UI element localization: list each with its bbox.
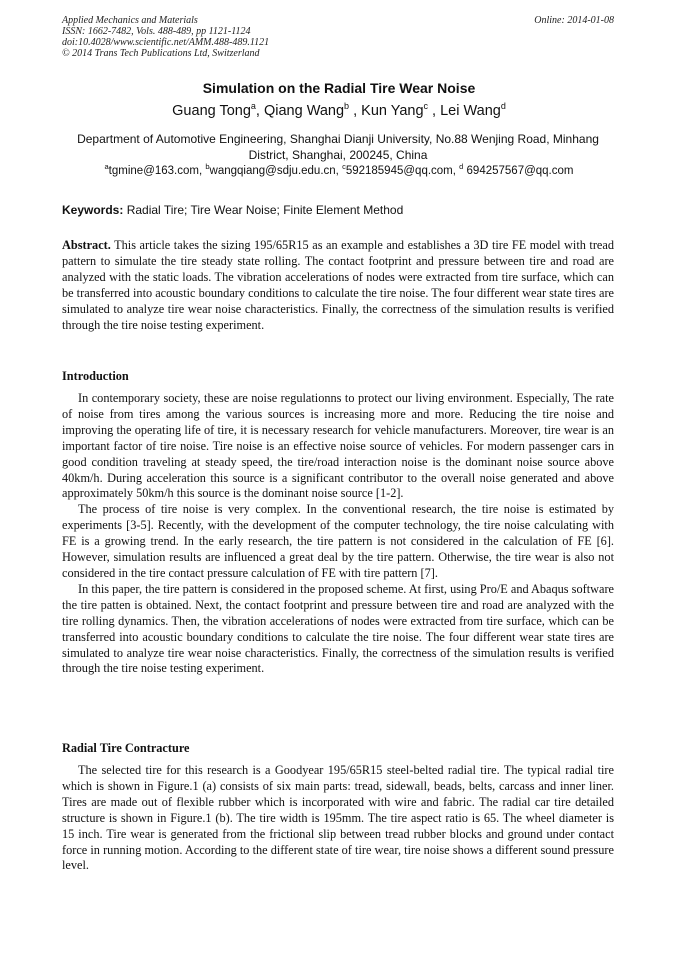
author-name: Guang Tong: [172, 103, 251, 119]
copyright-line: © 2014 Trans Tech Publications Ltd, Switzerland: [62, 48, 260, 59]
email-address: 694257567@qq.com: [463, 165, 574, 177]
author-sep: ,: [255, 103, 264, 119]
introduction-paragraph: In contemporary society, these are noise regulationns to protect our living environment. Especially, The rate of noise from tires among the various sources is increasing more and more. Reducing the tire noise and improving the operating life of tire, it is necessary research for vehicle manufacturers. Moreover, tire wear is an important factor of tire noise. Tire noise is an effective noise source of vehicles. For modern passenger cars in good condition traveling at steady speed, the tire/road interaction noise is the dominant noise source above 40km/h. During acceleration this source is a significant contributor to the overall noise generated and above approximately 50km/h this source is the dominant noise source [1-2].: [62, 391, 614, 501]
email-sup: a: [104, 162, 109, 171]
author-sep: ,: [428, 103, 437, 119]
journal-header: [62, 15, 269, 59]
introduction-paragraph: The process of tire noise is very complex. In the conventional research, the tire noise is estimated by experiments [3-5]. Recently, with the development of the computer technology, the tire noise calculating with FE is a growing trend. In the early research, the tire pattern is not considered in the calculation of FE [6]. However, simulation results are influenced a great deal by the tire pattern. Otherwise, the tire wear is also not considered in the tire contact pressure calculation of FE with tire pattern [7].: [62, 502, 614, 580]
contracture-paragraph: The selected tire for this research is a Goodyear 195/65R15 steel-belted radial tire. The typical radial tire which is shown in Figure.1 (a) consists of six main parts: tread, sidewall, beads, belts, carcass and inner liner. Tires are made out of flexible rubber which is incorporated with wire and fabric. The radial car tire detailed structure is shown in Figure.1 (b). The tire width is 195mm. The tire aspect ratio is 65. The wheel diameter is 15 inch. Tire wear is generated from the frictional slip between tread rubber blocks and ground under contact force in running motion. According to the different state of tire wear, tire noise shows a different sound pressure level.: [62, 763, 614, 873]
email-list: [0, 162, 678, 177]
contracture-heading: Radial Tire Contracture: [62, 741, 190, 755]
online-date: Online: 2014-01-08: [534, 15, 614, 26]
abstract-text: This article takes the sizing 195/65R15 as an example and establishes a 3D tire FE model with tread pattern to simulate the tire steady state rolling. The contact footprint and pressure between tire and road are analyzed with the static loads. The vibration accelerations of nodes were extracted from tire surface, which can be transferred into acoustic boundary conditions to calculate the tire noise. The four different wear state tires are simulated to analyze tire wear noise characteristics. Finally, the correctness of the simulation results is verified through the tire noise testing experiment.: [62, 238, 615, 332]
contracture-body: [62, 763, 614, 874]
abstract-section: [62, 238, 614, 333]
email-address: tgmine@163.com: [108, 165, 199, 177]
email-sup: b: [205, 162, 210, 171]
affiliation: Department of Automotive Engineering, Shanghai Dianji University, No.88 Wenjing Road, Minhang District, Shanghai, 200245, China: [77, 132, 599, 162]
author-sep: ,: [349, 103, 362, 119]
issn-line: ISSN: 1662-7482, Vols. 488-489, pp 1121-1124: [62, 26, 251, 37]
author-sup: d: [500, 101, 506, 111]
abstract-paragraph: [62, 238, 614, 333]
paper-title: Simulation on the Radial Tire Wear Noise: [202, 80, 476, 96]
author-name: Kun Yang: [361, 103, 424, 119]
keywords-text: Radial Tire; Tire Wear Noise; Finite Element Method: [123, 203, 404, 217]
introduction-paragraph: In this paper, the tire pattern is considered in the proposed scheme. At first, using Pro/E and Abaqus software the tire patten is obtained. Next, the contact footprint and pressure between tire and road are analyzed with the tire rolling dynamics. Then, the vibration accelerations of nodes were extracted from tire surface, which can be transferred into acoustic boundary conditions to calculate the tire noise. The four different wear state tires are simulated to analyze tire wear noise characteristics. Finally, the correctness of the simulation results is verified through the tire noise testing experiment.: [62, 581, 615, 676]
email-address: wangqiang@sdju.edu.cn: [209, 165, 336, 177]
author-name: Qiang Wang: [263, 103, 345, 119]
email-sep: ,: [452, 165, 460, 177]
introduction-heading: Introduction: [62, 369, 129, 383]
email-sep: ,: [335, 165, 343, 177]
email-sup: d: [459, 162, 464, 171]
keywords-label: Keywords:: [62, 203, 124, 217]
author-sup: c: [423, 101, 429, 111]
author-list: [0, 103, 678, 119]
author-name: Lei Wang: [440, 103, 501, 119]
email-sup: c: [342, 162, 346, 171]
abstract-label: Abstract.: [62, 238, 111, 252]
email-sep: ,: [198, 165, 206, 177]
email-address: 592185945@qq.com: [345, 165, 453, 177]
doi-line: doi:10.4028/www.scientific.net/AMM.488-489.1121: [62, 37, 270, 48]
keywords: [62, 203, 403, 217]
journal-name: Applied Mechanics and Materials: [62, 15, 198, 26]
introduction-body: [62, 391, 614, 677]
author-sup: b: [344, 101, 350, 111]
author-sup: a: [250, 101, 256, 111]
